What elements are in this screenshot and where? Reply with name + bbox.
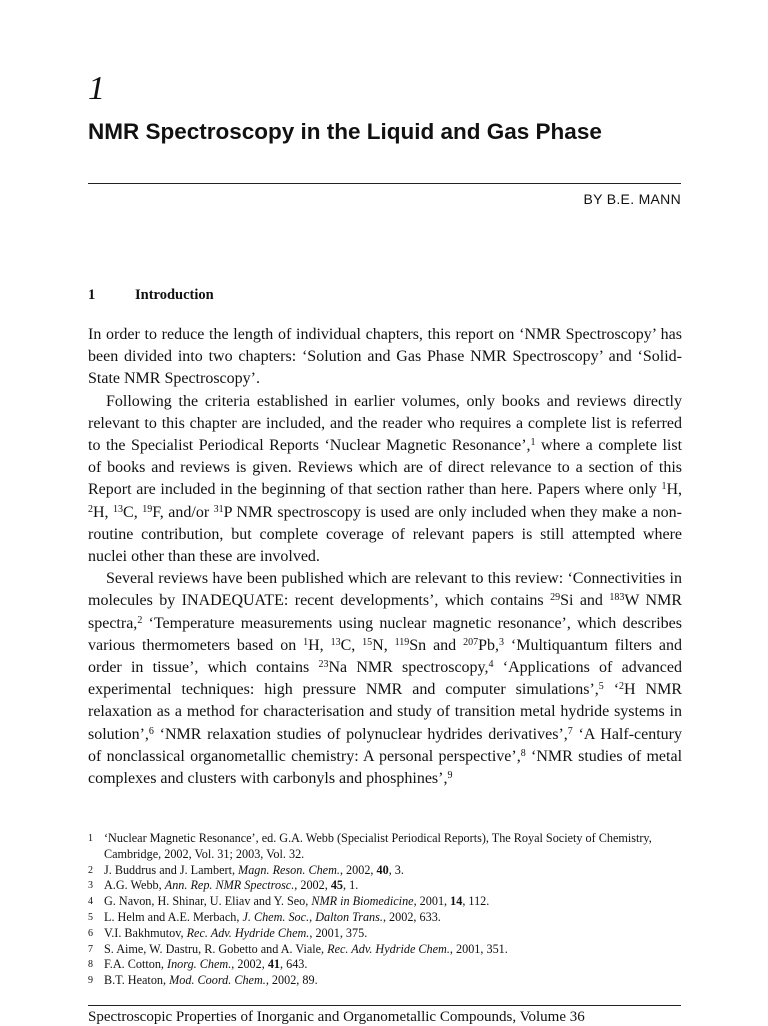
superscript: 23 [318, 659, 329, 671]
text-run: V.I. Bakhmutov, [104, 925, 187, 940]
footnote-mark: 3 [88, 880, 93, 892]
footnote-mark: 7 [88, 943, 93, 955]
footnote-text [104, 973, 682, 989]
text-run: , 2001, 375. [309, 925, 368, 940]
text-run: ‘Temperature measurements using nuclear magnetic resonance’, which describes various thermometers based on [88, 614, 682, 654]
text-run: F, and/or [152, 503, 214, 521]
footnote [88, 894, 682, 910]
text-run: ‘Nuclear Magnetic Resonance’, ed. G.A. Webb (Specialist Periodical Reports), The Royal Society of Chemistry, Cambridge, 2002, Vol. 31; 2003, Vol. 32. [104, 831, 652, 861]
superscript: 2 [619, 681, 625, 693]
footnote [88, 942, 682, 958]
text-run: Mod. Coord. Chem. [169, 973, 266, 988]
text-run: Sn and [409, 636, 464, 654]
footnote-mark: 2 [88, 864, 93, 876]
text-run: H, [666, 481, 682, 499]
text-run: In order to reduce the length of individual chapters, this report on ‘NMR Spectroscopy’ has been divided into two chapters: ‘Solution and Gas Phase NMR Spectroscopy’ and ‘Solid-State NMR Spectroscopy’. [88, 326, 682, 388]
text-run: J. Chem. Soc., Dalton Trans. [242, 909, 383, 924]
text-run: ‘NMR relaxation studies of polynuclear hydrides derivatives’, [153, 725, 568, 743]
text-run: , 112. [462, 894, 490, 909]
text-run: NMR in Biomedicine [311, 894, 414, 909]
footnote-text [104, 831, 682, 863]
paragraph [88, 391, 682, 569]
footnote-mark: 9 [88, 975, 93, 987]
text-run: G. Navon, H. Shinar, U. Eliav and Y. Seo, [104, 894, 312, 909]
text-run: H, [93, 503, 114, 521]
footnote [88, 863, 682, 879]
text-run: Rec. Adv. Hydride Chem. [186, 925, 310, 940]
superscript: 1 [303, 636, 309, 648]
superscript: 119 [394, 636, 410, 648]
footnote-text [104, 863, 682, 879]
text-run: Si and [560, 592, 610, 610]
section-number: 1 [88, 287, 96, 303]
text-run: where a complete list of books and reviews is given. Reviews which are of direct relevance to a section of this Report are included in the beginning of that section rather than here. Papers where only [88, 437, 683, 499]
body-text [88, 324, 682, 790]
text-run: Inorg. Chem. [167, 957, 232, 972]
text-run: Following the criteria established in earlier volumes, only books and reviews directly relevant to this chapter are included, and the reader who requires a complete list is referred to the Specialist Periodical Reports ‘Nuclear Magnetic Resonance’, [88, 392, 682, 455]
text-run: 40 [376, 862, 389, 877]
superscript: 6 [148, 725, 154, 737]
text-run: , 1. [343, 878, 359, 893]
footnote-text [104, 894, 682, 910]
superscript: 31 [213, 503, 224, 515]
text-run: H NMR relaxation as a method for characterisation and study of transition metal hydride systems in solution’, [88, 681, 682, 743]
paragraph [88, 568, 682, 790]
footnote-mark: 8 [88, 959, 93, 971]
text-run: 14 [450, 894, 463, 909]
section-heading [88, 287, 214, 304]
text-run: Several reviews have been published which are relevant to this review: ‘Connectivities in molecules by INADEQUATE: recent developments’, which contains [88, 570, 682, 610]
text-run: , 643. [280, 957, 308, 972]
text-run: ‘NMR studies of metal complexes and clusters with carbonyls and phosphines’, [88, 747, 683, 788]
author-byline: BY B.E. MANN [583, 191, 681, 207]
chapter-title: NMR Spectroscopy in the Liquid and Gas Phase [88, 119, 602, 144]
text-run: C, [123, 503, 143, 521]
footnote-text [104, 926, 682, 942]
footnote-text [104, 878, 682, 894]
footnote-text [104, 910, 682, 926]
footnotes [88, 831, 682, 989]
text-run: P NMR spectroscopy is used are only included when they make a non-routine contribution, but complete coverage of relevant papers is still attempted where nuclei other than these are involved. [88, 503, 682, 566]
text-run: ‘ [603, 681, 620, 699]
superscript: 2 [88, 503, 93, 515]
footnote-mark: 1 [88, 833, 93, 844]
section-title: Introduction [135, 287, 214, 303]
footnote [88, 926, 682, 942]
text-run: 41 [267, 957, 280, 972]
text-run: Magn. Reson. Chem. [238, 862, 340, 877]
text-run: ‘Multiquantum filters and order in tissue’, which contains [88, 636, 683, 677]
text-run: 45 [330, 878, 344, 893]
text-run: S. Aime, W. Dastru, R. Gobetto and A. Viale, [104, 941, 328, 956]
superscript: 29 [550, 592, 561, 604]
footnote [88, 910, 682, 926]
chapter-number: 1 [88, 70, 105, 107]
text-run: ‘Applications of advanced experimental techniques: high pressure NMR and computer simulations’, [88, 659, 683, 699]
superscript: 207 [463, 636, 479, 648]
text-run: , 2002, [294, 878, 331, 893]
superscript: 13 [330, 636, 341, 648]
superscript: 3 [499, 636, 504, 648]
text-run: Pb, [478, 636, 499, 654]
text-run: W NMR spectra, [88, 592, 682, 632]
footnote-mark: 4 [88, 896, 93, 908]
text-run: , 3. [388, 862, 404, 877]
superscript: 2 [137, 614, 143, 626]
footnote-text [104, 957, 682, 973]
text-run: L. Helm and A.E. Merbach, [104, 909, 243, 924]
text-run: , 2002, 89. [265, 973, 318, 988]
title-rule [88, 183, 681, 184]
text-run: N, [372, 636, 395, 654]
superscript: 183 [609, 592, 625, 604]
text-run: Rec. Adv. Hydride Chem. [327, 941, 450, 956]
superscript: 4 [488, 659, 494, 671]
text-run: C, [340, 636, 363, 654]
footnote [88, 973, 682, 989]
text-run: , 2002, [231, 957, 268, 972]
superscript: 9 [447, 770, 453, 782]
text-run: H, [308, 636, 331, 654]
running-footer: Spectroscopic Properties of Inorganic and Organometallic Compounds, Volume 36 [88, 1009, 585, 1025]
superscript: 7 [567, 725, 573, 737]
superscript: 5 [598, 681, 604, 693]
superscript: 8 [520, 747, 526, 759]
footnote-mark: 5 [88, 911, 93, 923]
text-run: A.G. Webb, [104, 878, 165, 893]
superscript: 19 [142, 503, 153, 515]
text-run: , 2002, 633. [382, 909, 441, 924]
superscript: 1 [661, 481, 667, 493]
superscript: 13 [113, 503, 124, 515]
text-run: ‘A Half-century of nonclassical organometallic chemistry: A personal perspective’, [88, 725, 683, 765]
text-run: Ann. Rep. NMR Spectrosc. [164, 878, 295, 893]
superscript: 1 [530, 437, 536, 449]
text-run: F.A. Cotton, [104, 957, 168, 972]
footnote-mark: 6 [88, 927, 93, 939]
footnote-text [104, 942, 682, 958]
footnote [88, 831, 682, 863]
text-run: , 2001, [413, 894, 451, 909]
text-run: Na NMR spectroscopy, [328, 659, 489, 677]
text-run: B.T. Heaton, [104, 973, 170, 988]
superscript: 15 [362, 636, 373, 648]
footnote [88, 878, 682, 894]
text-run: , 2002, [339, 862, 377, 877]
text-run: , 2001, 351. [449, 941, 508, 956]
text-run: J. Buddrus and J. Lambert, [104, 862, 239, 877]
footer-rule [88, 1005, 681, 1006]
footnote [88, 957, 682, 973]
paragraph [88, 324, 682, 391]
